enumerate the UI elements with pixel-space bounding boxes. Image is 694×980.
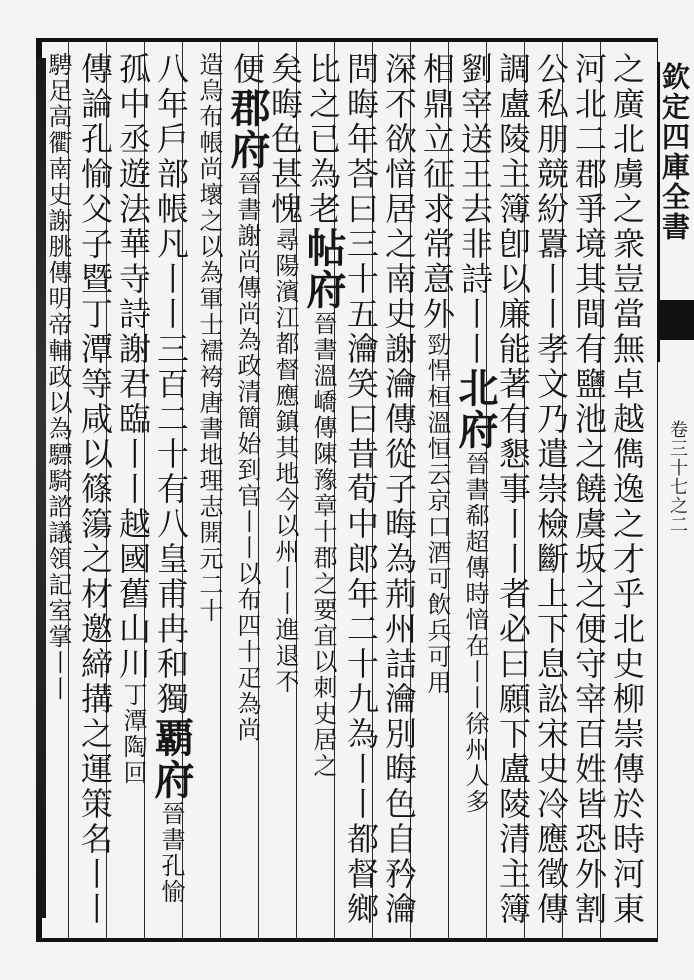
text-segment: 比之已為老: [304, 52, 342, 227]
heading-character: 帖: [300, 227, 347, 269]
text-segment: 深不欲愔居之南史謝瀹傳從子晦為荊州詰瀹別晦色自矜瀹: [380, 52, 418, 927]
text-segment: 傳論孔愉父子暨丁潭等咸以篠簜之材邀締搆之運策名丨丨: [76, 52, 114, 927]
text-segment: 問晦年荅曰三十五瀹笑曰昔荀中郎年二十九為丨丨都督鄉: [342, 52, 380, 927]
commentary-segment: 晉書溫嶠傳陳豫章十郡之要宜以刺史居之: [309, 311, 337, 779]
heading-character: 府: [452, 409, 499, 451]
text-segment: 公私朋競紛囂丨丨孝文乃遣崇檢斷上下息訟宋史冷應徵傳: [532, 52, 570, 927]
text-segment: 相鼎立征求常意外: [418, 52, 456, 332]
text-segment: 調盧陵主簿卽以廉能著有懇事丨丨者必曰願下盧陵清主簿: [494, 52, 532, 927]
commentary-segment: 晉書郗超傳時愔在丨丨徐州人多: [461, 451, 489, 815]
commentary-segment: 晉書孔愉: [157, 801, 185, 905]
commentary-segment: 丁潭陶回: [119, 682, 147, 786]
margin-tab-block: [660, 300, 694, 340]
margin-juan: 卷三十七之二: [667, 420, 688, 534]
heading-character: 郡: [224, 87, 271, 129]
text-segment: 便: [228, 52, 266, 87]
commentary-segment: 造烏布帳尚壞之以為軍士襦袴唐書地理志開元二十: [195, 52, 223, 624]
commentary-segment: 晉書謝尚傳尚為政清簡始到官丨丨以布四十疋為尚: [233, 171, 261, 743]
text-segment: 河北二郡爭境其間有鹽池之饒虞坂之便守宰百姓皆恐外割: [570, 52, 608, 927]
heading-character: 府: [224, 129, 271, 171]
text-segment: 之廣北虜之衆豈當無卓越儁逸之才乎北史柳崇傳於時河東: [608, 52, 646, 927]
text-column-16: [46, 52, 70, 932]
text-segment: 孤中丞遊法華寺詩謝君臨丨丨越國舊山川: [114, 52, 152, 682]
text-segment: 劉宰送王去非詩丨丨: [456, 52, 494, 367]
heading-character: 府: [300, 269, 347, 311]
heading-character: 北: [452, 367, 499, 409]
margin-title: 欽定四庫全書: [658, 62, 691, 242]
text-segment: 矣晦色甚愧: [266, 52, 304, 227]
text-segment: 騁足高衢南史謝朓傳明帝輔政以為驃騎諮議領記室掌丨丨: [44, 52, 72, 702]
commentary-segment: 勁悍桓溫恒云京口酒可飲兵可用: [423, 332, 451, 696]
heading-character: 覇: [148, 717, 195, 759]
text-segment: 八年戶部帳凡丨丨三百二十有八皇甫冉和獨: [152, 52, 190, 717]
commentary-segment: 尋陽濱江都督應鎮其地今以州丨丨進退不: [271, 227, 299, 695]
heading-character: 府: [148, 759, 195, 801]
